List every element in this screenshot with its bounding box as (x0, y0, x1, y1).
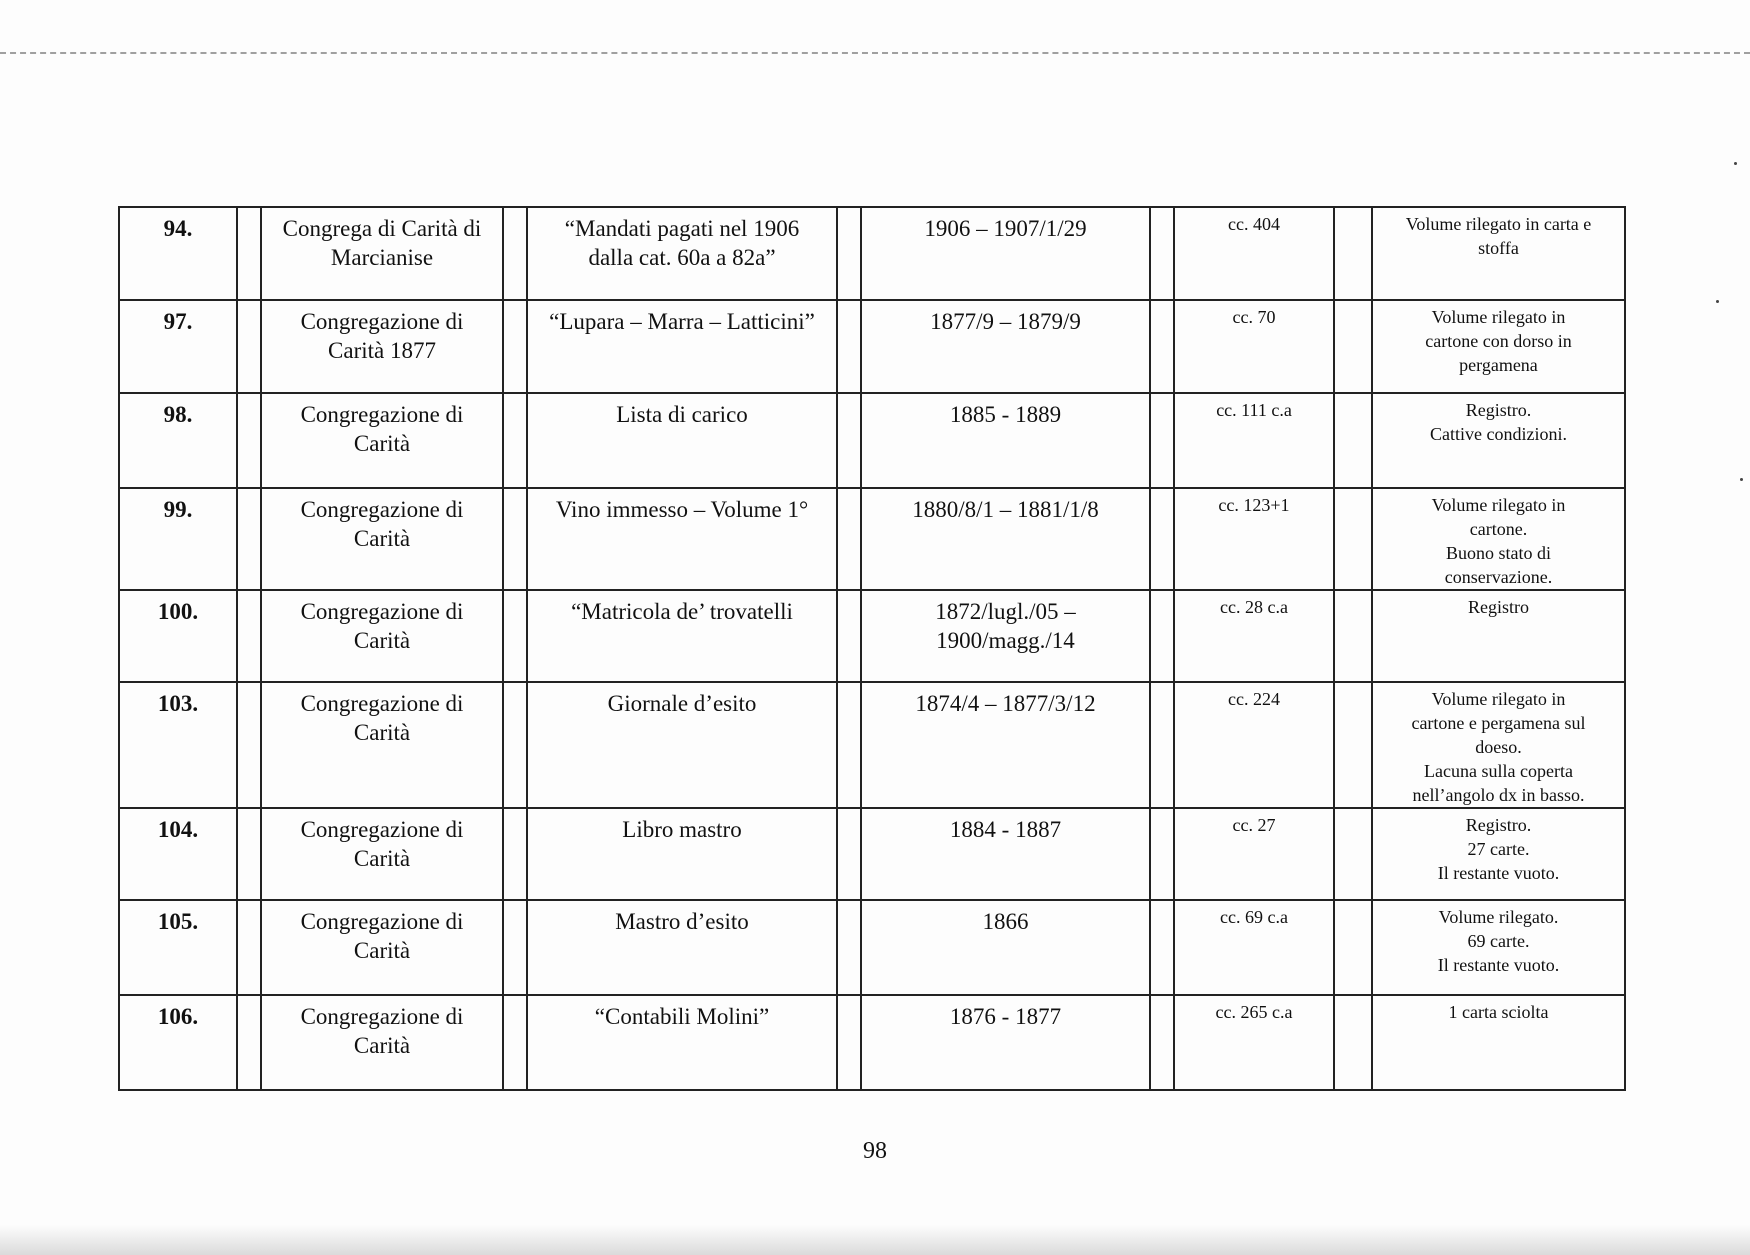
entity-cell (261, 207, 503, 300)
column-separator (837, 995, 861, 1090)
entity-cell (261, 900, 503, 995)
title-cell (527, 488, 837, 590)
column-separator (837, 393, 861, 488)
column-separator (1334, 488, 1372, 590)
dates-cell-text: 1872/lugl./05 – 1900/magg./14 (935, 599, 1076, 653)
column-separator (237, 393, 261, 488)
entity-cell (261, 808, 503, 900)
notes-cell-text: Volume rilegato in cartone con dorso in pergamena (1425, 307, 1572, 375)
column-separator (1150, 808, 1174, 900)
column-separator (837, 682, 861, 808)
scan-speck (1740, 478, 1743, 481)
item-number (119, 900, 237, 995)
column-separator (503, 995, 527, 1090)
notes-cell (1372, 300, 1625, 393)
dates-cell-text: 1885 - 1889 (949, 402, 1062, 427)
table-body (119, 207, 1625, 1090)
entity-cell (261, 995, 503, 1090)
table-row (119, 808, 1625, 900)
column-separator (237, 682, 261, 808)
dates-cell (861, 995, 1150, 1090)
pages-cell-text: cc. 404 (1228, 214, 1280, 234)
title-cell (527, 207, 837, 300)
item-number (119, 590, 237, 682)
table-row (119, 393, 1625, 488)
title-cell-text: “Lupara – Marra – Latticini” (549, 309, 815, 334)
pages-cell (1174, 590, 1334, 682)
entity-cell-text: Congregazione di Carità (300, 1004, 464, 1058)
item-number-text: 98. (163, 402, 193, 427)
title-cell (527, 808, 837, 900)
notes-cell-text: Volume rilegato in carta e stoffa (1405, 214, 1592, 258)
notes-cell-text: Registro. 27 carte. Il restante vuoto. (1437, 815, 1560, 883)
entity-cell (261, 488, 503, 590)
notes-cell (1372, 808, 1625, 900)
item-number (119, 393, 237, 488)
item-number (119, 300, 237, 393)
title-cell (527, 682, 837, 808)
dates-cell (861, 393, 1150, 488)
table-row (119, 207, 1625, 300)
entity-cell-text: Congregazione di Carità (300, 599, 464, 653)
dates-cell-text: 1880/8/1 – 1881/1/8 (912, 497, 1099, 522)
scan-border-line (0, 52, 1750, 54)
column-separator (237, 808, 261, 900)
notes-cell (1372, 900, 1625, 995)
page-number: 98 (863, 1138, 887, 1164)
notes-cell (1372, 682, 1625, 808)
notes-cell-text: Registro. Cattive condizioni. (1430, 400, 1567, 444)
pages-cell-text: cc. 224 (1228, 689, 1280, 709)
column-separator (837, 590, 861, 682)
dates-cell (861, 488, 1150, 590)
item-number (119, 995, 237, 1090)
column-separator (837, 900, 861, 995)
pages-cell-text: cc. 28 c.a (1220, 597, 1288, 617)
table-row (119, 682, 1625, 808)
pages-cell-text: cc. 111 c.a (1216, 400, 1292, 420)
title-cell (527, 900, 837, 995)
column-separator (503, 207, 527, 300)
item-number (119, 682, 237, 808)
dates-cell (861, 207, 1150, 300)
column-separator (1150, 590, 1174, 682)
entity-cell-text: Congrega di Carità di Marcianise (282, 216, 482, 270)
column-separator (1150, 488, 1174, 590)
title-cell-text: Giornale d’esito (607, 691, 757, 716)
column-separator (1334, 207, 1372, 300)
dates-cell (861, 900, 1150, 995)
item-number (119, 808, 237, 900)
column-separator (237, 300, 261, 393)
column-separator (503, 900, 527, 995)
notes-cell-text: Registro (1468, 597, 1529, 617)
column-separator (1150, 207, 1174, 300)
pages-cell (1174, 995, 1334, 1090)
notes-cell-text: Volume rilegato in cartone e pergamena sul doeso. Lacuna sulla coperta nell’angolo dx in basso. (1411, 689, 1586, 805)
table-row (119, 590, 1625, 682)
column-separator (1334, 808, 1372, 900)
title-cell-text: Mastro d’esito (615, 909, 749, 934)
item-number-text: 97. (163, 309, 193, 334)
pages-cell-text: cc. 123+1 (1218, 495, 1290, 515)
dates-cell (861, 300, 1150, 393)
column-separator (503, 808, 527, 900)
table-row (119, 900, 1625, 995)
table-row (119, 488, 1625, 590)
title-cell-text: “Mandati pagati nel 1906 dalla cat. 60a a 82a” (564, 216, 800, 270)
column-separator (237, 900, 261, 995)
dates-cell-text: 1876 - 1877 (949, 1004, 1062, 1029)
item-number-text: 100. (157, 599, 199, 624)
column-separator (237, 590, 261, 682)
entity-cell-text: Congregazione di Carità (300, 691, 464, 745)
table-row (119, 300, 1625, 393)
column-separator (237, 207, 261, 300)
dates-cell (861, 682, 1150, 808)
entity-cell (261, 682, 503, 808)
item-number-text: 104. (157, 817, 199, 842)
column-separator (503, 682, 527, 808)
item-number-text: 94. (163, 216, 193, 241)
entity-cell-text: Congregazione di Carità (300, 909, 464, 963)
column-separator (1150, 900, 1174, 995)
scan-shadow (0, 1225, 1750, 1255)
entity-cell (261, 393, 503, 488)
column-separator (1150, 393, 1174, 488)
item-number-text: 99. (163, 497, 193, 522)
column-separator (503, 300, 527, 393)
dates-cell-text: 1884 - 1887 (949, 817, 1062, 842)
title-cell-text: Lista di carico (616, 402, 748, 427)
entity-cell-text: Congregazione di Carità (300, 817, 464, 871)
pages-cell (1174, 488, 1334, 590)
notes-cell (1372, 488, 1625, 590)
pages-cell (1174, 207, 1334, 300)
column-separator (1334, 300, 1372, 393)
dates-cell-text: 1874/4 – 1877/3/12 (915, 691, 1096, 716)
title-cell-text: Vino immesso – Volume 1° (555, 497, 809, 522)
pages-cell (1174, 300, 1334, 393)
pages-cell (1174, 900, 1334, 995)
item-number-text: 103. (157, 691, 199, 716)
column-separator (1334, 590, 1372, 682)
pages-cell (1174, 393, 1334, 488)
column-separator (837, 300, 861, 393)
pages-cell (1174, 808, 1334, 900)
column-separator (1334, 900, 1372, 995)
item-number-text: 105. (157, 909, 199, 934)
pages-cell (1174, 682, 1334, 808)
title-cell-text: “Matricola de’ trovatelli (571, 599, 793, 624)
item-number (119, 488, 237, 590)
column-separator (1334, 393, 1372, 488)
scan-speck (1716, 300, 1719, 303)
table-row (119, 995, 1625, 1090)
entity-cell-text: Congregazione di Carità 1877 (300, 309, 464, 363)
notes-cell (1372, 393, 1625, 488)
archive-inventory-table (118, 206, 1626, 1091)
title-cell-text: “Contabili Molini” (594, 1004, 770, 1029)
column-separator (837, 488, 861, 590)
column-separator (237, 995, 261, 1090)
title-cell-text: Libro mastro (622, 817, 742, 842)
title-cell (527, 590, 837, 682)
item-number-text: 106. (157, 1004, 199, 1029)
notes-cell-text: Volume rilegato in cartone. Buono stato di conservazione. (1431, 495, 1566, 587)
column-separator (1150, 995, 1174, 1090)
title-cell (527, 393, 837, 488)
pages-cell-text: cc. 69 c.a (1220, 907, 1288, 927)
notes-cell (1372, 995, 1625, 1090)
dates-cell-text: 1877/9 – 1879/9 (930, 309, 1081, 334)
column-separator (503, 393, 527, 488)
column-separator (837, 207, 861, 300)
pages-cell-text: cc. 265 c.a (1215, 1002, 1293, 1022)
column-separator (1150, 300, 1174, 393)
item-number (119, 207, 237, 300)
column-separator (503, 590, 527, 682)
entity-cell (261, 300, 503, 393)
entity-cell-text: Congregazione di Carità (300, 497, 464, 551)
notes-cell (1372, 207, 1625, 300)
notes-cell-text: 1 carta sciolta (1448, 1002, 1549, 1022)
dates-cell-text: 1906 – 1907/1/29 (924, 216, 1087, 241)
column-separator (1334, 682, 1372, 808)
title-cell (527, 995, 837, 1090)
dates-cell (861, 590, 1150, 682)
column-separator (837, 808, 861, 900)
column-separator (503, 488, 527, 590)
notes-cell-text: Volume rilegato. 69 carte. Il restante vuoto. (1437, 907, 1560, 975)
notes-cell (1372, 590, 1625, 682)
dates-cell (861, 808, 1150, 900)
entity-cell (261, 590, 503, 682)
column-separator (237, 488, 261, 590)
pages-cell-text: cc. 70 (1232, 307, 1276, 327)
scan-speck (1734, 162, 1737, 165)
dates-cell-text: 1866 (982, 909, 1029, 934)
column-separator (1334, 995, 1372, 1090)
title-cell (527, 300, 837, 393)
column-separator (1150, 682, 1174, 808)
pages-cell-text: cc. 27 (1232, 815, 1276, 835)
entity-cell-text: Congregazione di Carità (300, 402, 464, 456)
